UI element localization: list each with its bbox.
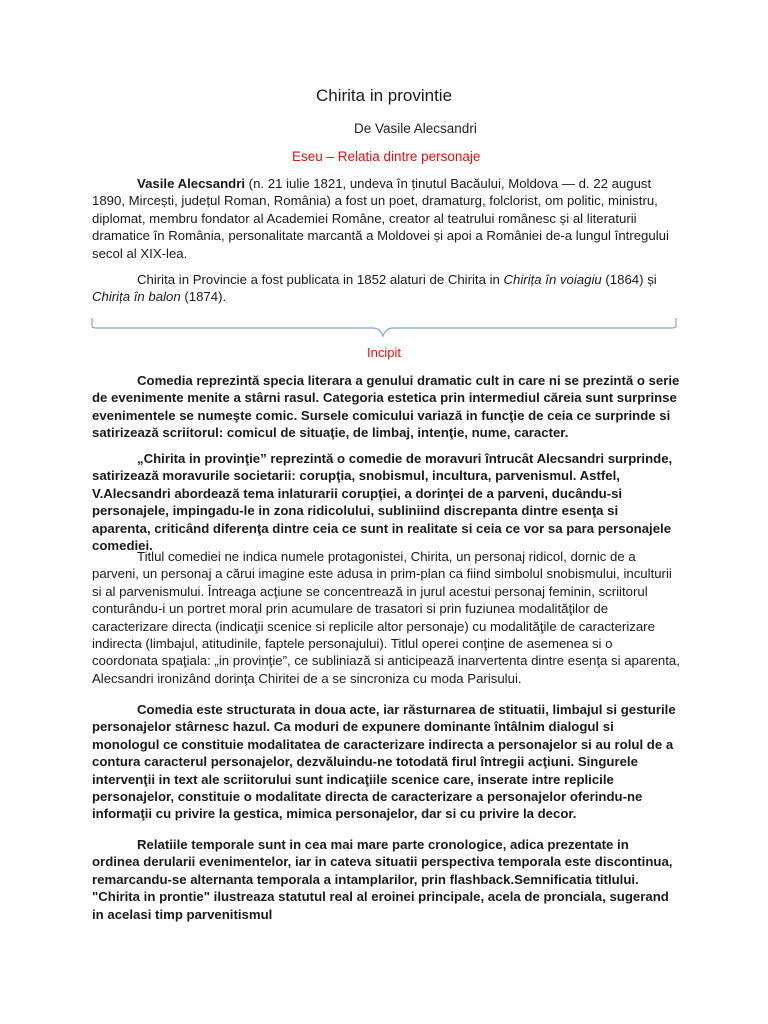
structure-text: Comedia este structurata in doua acte, iar răsturnarea de stituatii, limbajul si gesturile personajelor stârnesc hazul. Ca moduri de expunere dominante întâlnim dialogul si monologul ce constituie modalitatea de caracterizare indirecta a personajelor si au rolul de a contura caracterul personajelor, dezvăluindu-ne totodată firul întregii acţiuni. Singurele intervenţii in text ale scriitorului sunt indicaţiile scenice care, inserate intre replicile personajelor, constituie o modalitate directa de caracterizare a personajelor oferindu-ne informaţii cu privire la gestica, mimica personajelor, dar si cu privire la decor.: [92, 702, 676, 822]
paragraph-title-analysis: [92, 548, 680, 687]
biography-text: (n. 21 iulie 1821, undeva în ținutul Bacăului, Moldova — d. 22 august 1890, Mircești, județul Roman, România) a fost un poet, dramaturg, folclorist, om politic, ministru, diplomat, membru fondator al Academiei Române, creator al teatrului românesc și al literaturii dramatice în România, personalitate marcantă a Moldovei și apoi a României de-a lungul întregului secol al XIX-lea.: [92, 176, 669, 261]
title-analysis-text: Titlul comediei ne indica numele protagonistei, Chirita, un personaj ridicol, dornic de a parveni, un personaj a cărui imagine este adusa in prim-plan ca fiind simbolul snobismului, inculturii si al parvenismului. Întreaga acţiune se concentrează in jurul acestui personaj feminin, scriitorul conturându-i un portret moral prin acumulare de trasatori si prin fuziunea modalităţilor de caracterizare directa (indicaţii scenice si replicile altor personaje) cu modalităţile de caracterizare indirecta (limbajul, atitudinile, faptele personajului). Titlul operei conţine de asemenea si o coordonata spaţiala: „in provinţie”, ce subliniază si anticipează inarvertenta dintre esenţa si aparenta, Alecsandri ironizând dorinţa Chiritei de a se sincroniza cu moda Parisului.: [92, 549, 680, 686]
author-name-bold: Vasile Alecsandri: [137, 176, 246, 191]
paragraph-publication: [92, 271, 680, 306]
paragraph-structure: [92, 701, 680, 823]
paragraph-comedy-of-manners: [92, 450, 680, 554]
brace-divider: [88, 314, 682, 344]
document-author: De Vasile Alecsandri: [354, 121, 477, 136]
section-heading-incipit: Incipit: [367, 345, 401, 360]
comedy-of-manners-text: „Chirita in provinţie” reprezintă o comedie de moravuri întrucât Alecsandri surprinde, satirizează moravurile societarii: corupţia, snobismul, incultura, parvenismul. Astfel, V.Alecsandri abordează tema inlaturarii corupţiei, a dorinţei de a parveni, ducându-si personajele, impingadu-le in zona ridicolului, subliniind discrepanta dintre esenţa si aparenta, criticând diferenţa dintre ceia ce sunt in realitate si ceia ce vor sa para personajele comediei.: [92, 451, 673, 554]
paragraph-comedy-definition: [92, 372, 680, 442]
publication-text-c: (1874).: [180, 289, 227, 305]
publication-text-a: Chirita in Provincie a fost publicata in 1852 alaturi de Chirita in: [137, 272, 504, 287]
document-subtitle: Eseu – Relatia dintre personaje: [292, 149, 481, 164]
title-balon: Chirița în balon: [92, 289, 181, 305]
paragraph-biography: [92, 175, 680, 262]
publication-text-b: (1864) și: [601, 272, 657, 287]
temporal-relations-text: Relatiile temporale sunt in cea mai mare parte cronologice, adica prezentate in ordinea derularii evenimentelor, iar in cateva situatii perspectiva temporala este discontinua, remarcandu-se alternanta temporala a intamplarilor, prin flashback.Semnificatia titlului. "Chirita in prontie" ilustreaza statutul real al eroinei principale, acela de pronciala, sugerand in acelasi timp parvenitismul: [92, 837, 673, 922]
comedy-definition-text: Comedia reprezintă specia literara a genului dramatic cult in care ni se prezintă o serie de evenimente menite a stârni rasul. Categoria estetica prin intermediul căreia sunt surprinse evenimentele se numeşte comic. Sursele comicului variază in funcţie de ceia ce surprinde si satirizează scriitorul: comicul de situaţie, de limbaj, intenţie, nume, caracter.: [92, 373, 680, 441]
paragraph-temporal-relations: [92, 836, 680, 923]
title-voiagiu: Chirița în voiagiu: [503, 272, 602, 287]
document-title: Chirita in provintie: [315, 86, 453, 105]
